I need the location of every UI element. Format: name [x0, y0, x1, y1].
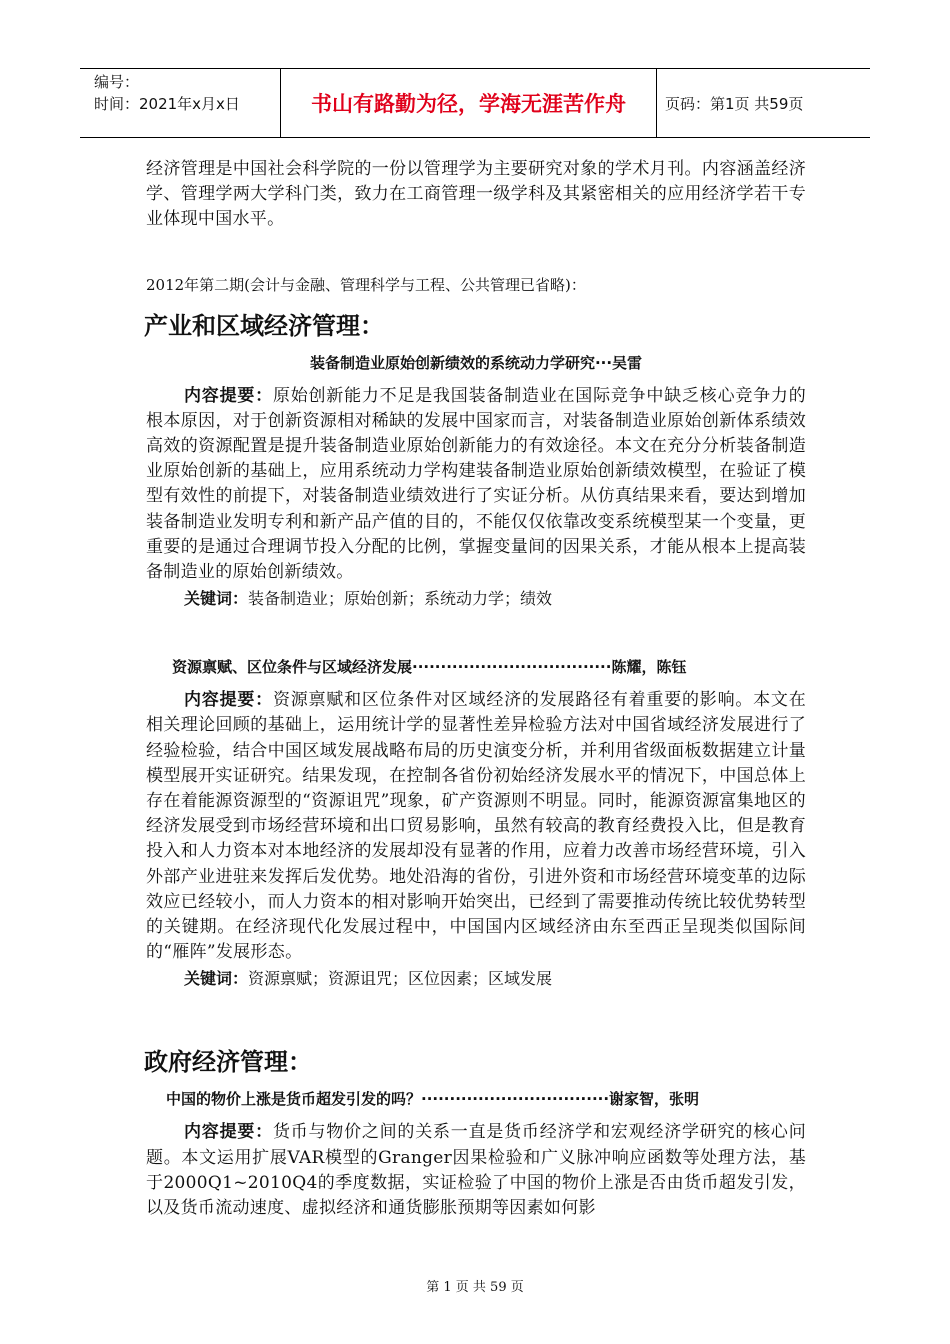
- article-title: 装备制造业原始创新绩效的系统动力学研究···吴雷: [309, 353, 643, 372]
- number-label: 编号：: [94, 73, 140, 91]
- document-body: [146, 157, 806, 1221]
- header-meta: [80, 69, 280, 137]
- keywords-text: 资源禀赋；资源诅咒；区位因素；区域发展: [248, 969, 553, 989]
- abstract-label: 内容提要：: [184, 385, 273, 406]
- page-footer: 第 1 页 共 59 页: [426, 1280, 524, 1295]
- abstract-text: 货币与物价之间的关系一直是货币经济学和宏观经济学研究的核心问题。本文运用扩展VAR模型的Granger因果检验和广义脉冲响应函数等处理方法，基于2000Q1~2010Q4的季度数据，实证检验了中国的物价上涨是否由货币超发引发，以及货币流动速度、虚拟经济和通货膨胀预期等因素如何影: [146, 1122, 807, 1219]
- article-abstract: [146, 1120, 806, 1221]
- article-abstract: [146, 384, 806, 586]
- abstract-text: 原始创新能力不足是我国装备制造业在国际竞争中缺乏核心竞争力的根本原因，对于创新资源相对稀缺的发展中国家而言，对装备制造业原始创新体系绩效高效的资源配置是提升装备制造业原始创新能力的有效途径。本文在充分分析装备制造业原始创新的基础上，应用系统动力学构建装备制造业原始创新绩效模型，在验证了模型有效性的前提下，对装备制造业绩效进行了实证分析。从仿真结果来看，要达到增加装备制造业发明专利和新产品产值的目的，不能仅仅依靠改变系统模型某一个变量，更重要的是通过合理调节投入分配的比例，掌握变量间的因果关系，才能从根本上提高装备制造业的原始创新绩效。: [146, 385, 807, 583]
- page-header: [80, 68, 870, 138]
- time-label: 时间：2021年x月x日: [94, 95, 240, 113]
- section-heading: 政府经济管理：: [144, 1048, 312, 1077]
- article-title: 中国的物价上涨是货币超发引发的吗？·································谢家智，张明: [166, 1090, 700, 1109]
- article-keywords: [146, 967, 806, 991]
- section-heading: 产业和区域经济管理：: [144, 311, 384, 340]
- abstract-label: 内容提要：: [184, 690, 273, 711]
- abstract-label: 内容提要：: [184, 1122, 273, 1143]
- article-abstract: [146, 688, 806, 965]
- intro-paragraph: 经济管理是中国社会科学院的一份以管理学为主要研究对象的学术月刊。内容涵盖经济学、管理学两大学科门类，致力在工商管理一级学科及其紧密相关的应用经济学若干专业体现中国水平。: [146, 159, 806, 230]
- article-title: 资源禀赋、区位条件与区域经济发展···································陈耀，陈钰: [172, 658, 687, 677]
- header-page-info: 页码：第1页 共59页: [665, 94, 804, 113]
- keywords-label: 关键词：: [184, 589, 249, 609]
- keywords-text: 装备制造业；原始创新；系统动力学；绩效: [248, 589, 553, 609]
- article-keywords: [146, 587, 806, 611]
- abstract-text: 资源禀赋和区位条件对区域经济的发展路径有着重要的影响。本文在相关理论回顾的基础上，运用统计学的显著性差异检验方法对中国省域经济发展进行了经验检验，结合中国区域发展战略布局的历史演变分析，并利用省级面板数据建立计量模型展开实证研究。结果发现，在控制各省份初始经济发展水平的情况下，中国总体上存在着能源资源型的“资源诅咒”现象，矿产资源则不明显。同时，能源资源富集地区的经济发展受到市场经营环境和出口贸易影响，虽然有较高的教育经费投入比，但是教育投入和人力资本对本地经济的发展却没有显著的作用，应着力改善市场经营环境，引入外部产业进驻来发挥后发优势。地处沿海的省份，引进外资和市场经营环境变革的边际效应已经较小，而人力资本的相对影响开始突出，已经到了需要推动传统比较优势转型的关键期。在经济现代化发展过程中，中国国内区域经济由东至西正呈现类似国际间的“雁阵”发展形态。: [146, 690, 807, 963]
- keywords-label: 关键词：: [184, 969, 249, 989]
- issue-line: 2012年第二期(会计与金融、管理科学与工程、公共管理已省略)：: [146, 275, 586, 294]
- header-motto: 书山有路勤为径，学海无涯苦作舟: [311, 92, 626, 116]
